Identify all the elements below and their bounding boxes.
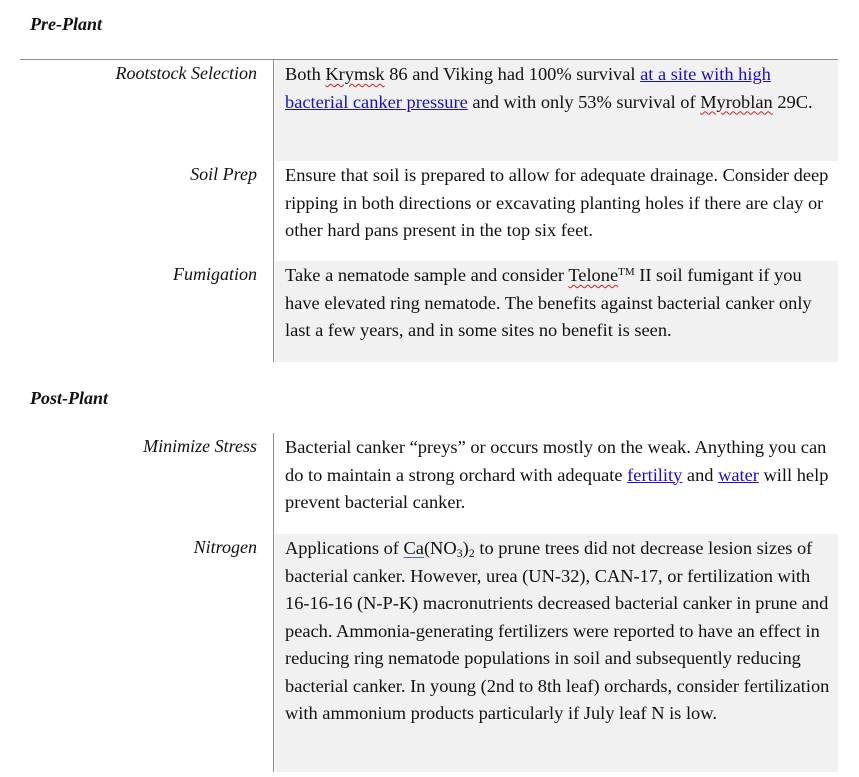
row-content [273,161,838,261]
grammar-flagged-word: Ca [403,538,424,558]
trademark-symbol: TM [618,266,635,278]
text-run: 86 and Viking had 100% survival [384,64,641,84]
post-plant-table [20,433,838,772]
text-run: 29C. [772,91,813,112]
spellcheck-word: Myroblan [700,91,773,112]
row-label: Rootstock Selection [115,63,257,83]
text-run: and [682,464,719,485]
row-label: Soil Prep [190,164,257,184]
row-label: Minimize Stress [143,436,257,456]
text-run: will help prevent bacterial canker. [285,464,829,512]
text-run: ) [462,538,469,558]
row-text [285,261,832,345]
text-run: Both [285,64,326,84]
table-row-rootstock-selection [20,60,838,161]
text-run: to prune trees did not decrease lesion sizes of bacterial canker. However, urea (UN-32), CAN-17, or fertilization with 16-16-16 (N-P-K) macronutrients decreased bacterial canker in prune and peach. Ammonia-generating fertilizers were reported to have an effect in reducing ring nematode populations in soil and subsequently reducing bacterial canker. In young (2nd to 8th leaf) orchards, consider fertilization with ammonium products particularly if July leaf N is low. [285,538,830,723]
text-run: Telone [568,265,619,285]
text-run: Bacterial canker “preys” or occurs mostly on the weak. Anything you can do to maintain a strong orchard with adequate [285,437,827,485]
row-text [285,60,832,116]
spellcheck-word: Krymsk [325,64,385,84]
row-text [285,534,832,728]
text-run: (NO [423,538,457,558]
row-content [273,534,838,772]
section-heading-pre-plant: Pre-Plant [30,14,102,34]
spellcheck-word [568,265,618,285]
subscript: 2 [468,546,475,560]
row-content [273,433,838,534]
table-row-minimize-stress [20,433,838,534]
text-run: and with only 53% survival of [467,91,701,112]
table-row-nitrogen [20,534,838,772]
row-text [285,433,832,517]
table-row-soil-prep [20,161,838,261]
text-run: Applications of [285,538,404,558]
row-content [273,60,838,161]
text-run: Take a nematode sample and consider [285,265,569,285]
section-heading-post-plant: Post-Plant [30,388,109,408]
water-link[interactable]: water [718,464,759,485]
row-content [273,261,838,362]
row-label: Fumigation [173,264,257,284]
table-row-fumigation [20,261,838,362]
row-label: Nitrogen [193,537,257,557]
pre-plant-table [20,59,838,362]
fertility-link[interactable]: fertility [627,464,683,485]
text-run: II soil fumigant if you have elevated ring nematode. The benefits against bacterial canker only last a few years, and in some sites no benefit is seen. [285,265,812,340]
canker-pressure-link[interactable]: at a site with high bacterial canker pressure [285,64,771,112]
row-text: Ensure that soil is prepared to allow for adequate drainage. Consider deep ripping in both directions or excavating planting holes if there are clay or other hard pans present in the top six feet. [285,165,829,240]
subscript: 3 [456,546,463,560]
